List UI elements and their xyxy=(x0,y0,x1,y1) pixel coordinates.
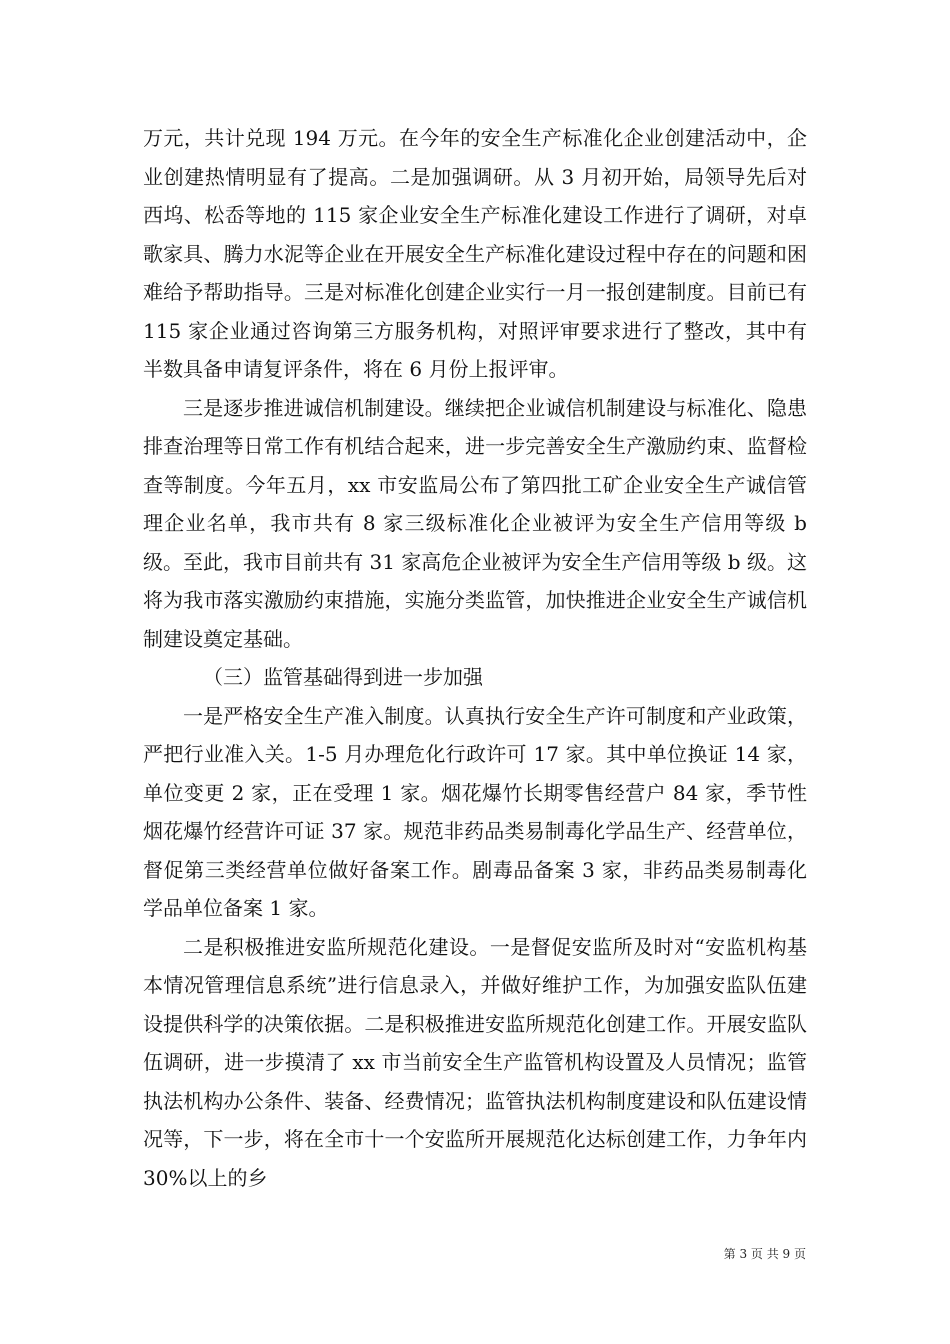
page-number-footer: 第 3 页 共 9 页 xyxy=(723,1247,806,1261)
section-heading: （三）监管基础得到进一步加强 xyxy=(203,665,483,689)
paragraph-standardization: 二是积极推进安监所规范化建设。一是督促安监所及时对“安监机构基本情况管理信息系统”进行信息录入，并做好维护工作，为加强安监队伍建设提供科学的决策依据。二是积极推进安监所规范化创建工作。开展安监队伍调研，进一步摸清了 xx 市当前安全生产监管机构设置及人员情况；监管执法机构办公条件、装备、经费情况；监管执法机构制度建设和队伍建设情况等，下一步，将在全市十一个安监所开展规范化达标创建工作，力争年内 30%以上的乡 xyxy=(143,934,807,1190)
paragraph-continuation: 万元，共计兑现 194 万元。在今年的安全生产标准化企业创建活动中，企业创建热情明显有了提高。二是加强调研。从 3 月初开始，局领导先后对西坞、松岙等地的 115 家企业安全生产标准化建设工作进行了调研，对卓歌家具、腾力水泥等企业在开展安全生产标准化建设过程中存在的问题和困难给予帮助指导。三是对标准化创建企业实行一月一报创建制度。目前已有 115 家企业通过咨询第三方服务机构，对照评审要求进行了整改，其中有半数具备申请复评条件，将在 6 月份上报评审。 xyxy=(143,126,807,381)
document-body xyxy=(143,119,807,1197)
paragraph-credit-mechanism: 三是逐步推进诚信机制建设。继续把企业诚信机制建设与标准化、隐患排查治理等日常工作有机结合起来，进一步完善安全生产激励约束、监督检查等制度。今年五月，xx 市安监局公布了第四批工矿企业安全生产诚信管理企业名单，我市共有 8 家三级标准化企业被评为安全生产信用等级 b 级。至此，我市目前共有 31 家高危企业被评为安全生产信用等级 b 级。这将为我市落实激励约束措施，实施分类监管，加快推进企业安全生产诚信机制建设奠定基础。 xyxy=(143,395,807,651)
paragraph-access-system: 一是严格安全生产准入制度。认真执行安全生产许可制度和产业政策，严把行业准入关。1-5 月办理危化行政许可 17 家。其中单位换证 14 家，单位变更 2 家，正在受理 1 家。烟花爆竹长期零售经营户 84 家，季节性烟花爆竹经营许可证 37 家。规范非药品类易制毒化学品生产、经营单位，督促第三类经营单位做好备案工作。剧毒品备案 3 家，非药品类易制毒化学品单位备案 1 家。 xyxy=(143,703,807,920)
